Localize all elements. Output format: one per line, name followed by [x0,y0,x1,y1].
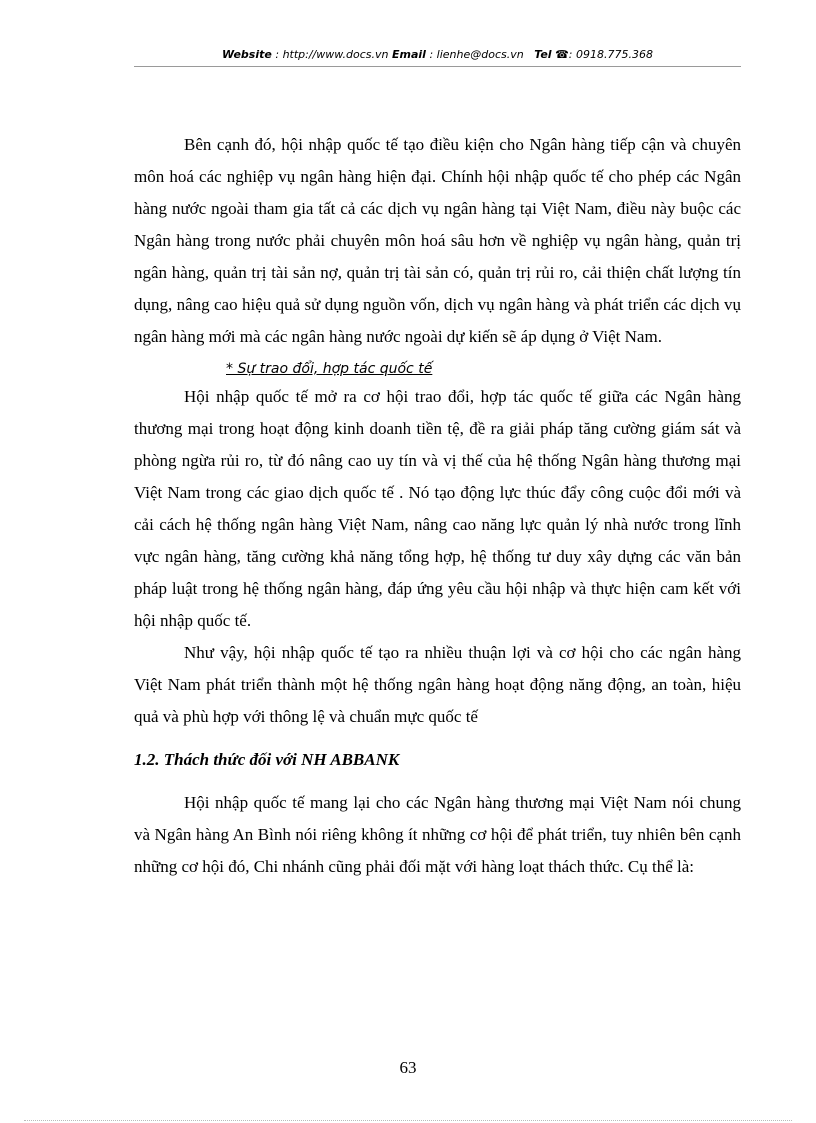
section-heading: 1.2. Thách thức đối với NH ABBANK [134,750,400,769]
page-header [134,46,741,67]
website-url[interactable]: http://www.docs.vn [282,48,389,61]
subheading-cooperation [134,353,741,381]
tel-label: Tel [534,48,552,61]
email-separator: : [425,48,437,61]
footer-divider [24,1120,792,1121]
website-separator: : [271,48,283,61]
paragraph-1: Bên cạnh đó, hội nhập quốc tế tạo điều kiện cho Ngân hàng tiếp cận và chuyên môn hoá các nghiệp vụ ngân hàng hiện đại. Chính hội nhập quốc tế cho phép các Ngân hàng nước ngoài tham gia tất cả các dịch vụ ngân hàng tại Việt Nam, điều này buộc các Ngân hàng trong nước phải chuyên môn hoá sâu hơn về nghiệp vụ ngân hàng, quản trị ngân hàng, quản trị tài sản nợ, quản trị tài sản có, quản trị rủi ro, cải thiện chất lượng tín dụng, nâng cao hiệu quả sử dụng nguồn vốn, dịch vụ ngân hàng và phát triển các dịch vụ ngân hàng mới mà các ngân hàng nước ngoài dự kiến sẽ áp dụng ở Việt Nam. [134,135,741,346]
website-label: Website [222,48,272,61]
paragraph-2: Hội nhập quốc tế mở ra cơ hội trao đổi, hợp tác quốc tế giữa các Ngân hàng thương mại trong hoạt động kinh doanh tiền tệ, đề ra giải pháp tăng cường giám sát và phòng ngừa rủi ro, từ đó nâng cao uy tín và vị thế của hệ thống Ngân hàng thương mại Việt Nam trong các giao dịch quốc tế . Nó tạo động lực thúc đẩy công cuộc đổi mới và cải cách hệ thống ngân hàng Việt Nam, nâng cao năng lực quản lý nhà nước trong lĩnh vực ngân hàng, tăng cường khả năng tổng hợp, hệ thống tư duy xây dựng các văn bản pháp luật trong hệ thống ngân hàng, đáp ứng yêu cầu hội nhập và thực hiện cam kết với hội nhập quốc tế. [134,387,741,630]
tel-number: 0918.775.368 [575,48,653,61]
page-number: 63 [399,1058,417,1077]
email-address[interactable]: lienhe@docs.vn [436,48,524,61]
tel-separator: : [568,48,576,61]
phone-icon: ☎ [555,48,569,61]
email-label: Email [392,48,426,61]
paragraph-3: Như vậy, hội nhập quốc tế tạo ra nhiều thuận lợi và cơ hội cho các ngân hàng Việt Nam phát triển thành một hệ thống ngân hàng hoạt động năng động, an toàn, hiệu quả và phù hợp với thông lệ và chuẩn mực quốc tế [134,643,741,726]
subheading-text: * Sự trao đổi, hợp tác quốc tế [226,361,433,377]
paragraph-4: Hội nhập quốc tế mang lại cho các Ngân hàng thương mại Việt Nam nói chung và Ngân hàng An Bình nói riêng không ít những cơ hội để phát triển, tuy nhiên bên cạnh những cơ hội đó, Chi nhánh cũng phải đối mặt với hàng loạt thách thức. Cụ thể là: [134,793,741,876]
document-body [134,129,741,883]
